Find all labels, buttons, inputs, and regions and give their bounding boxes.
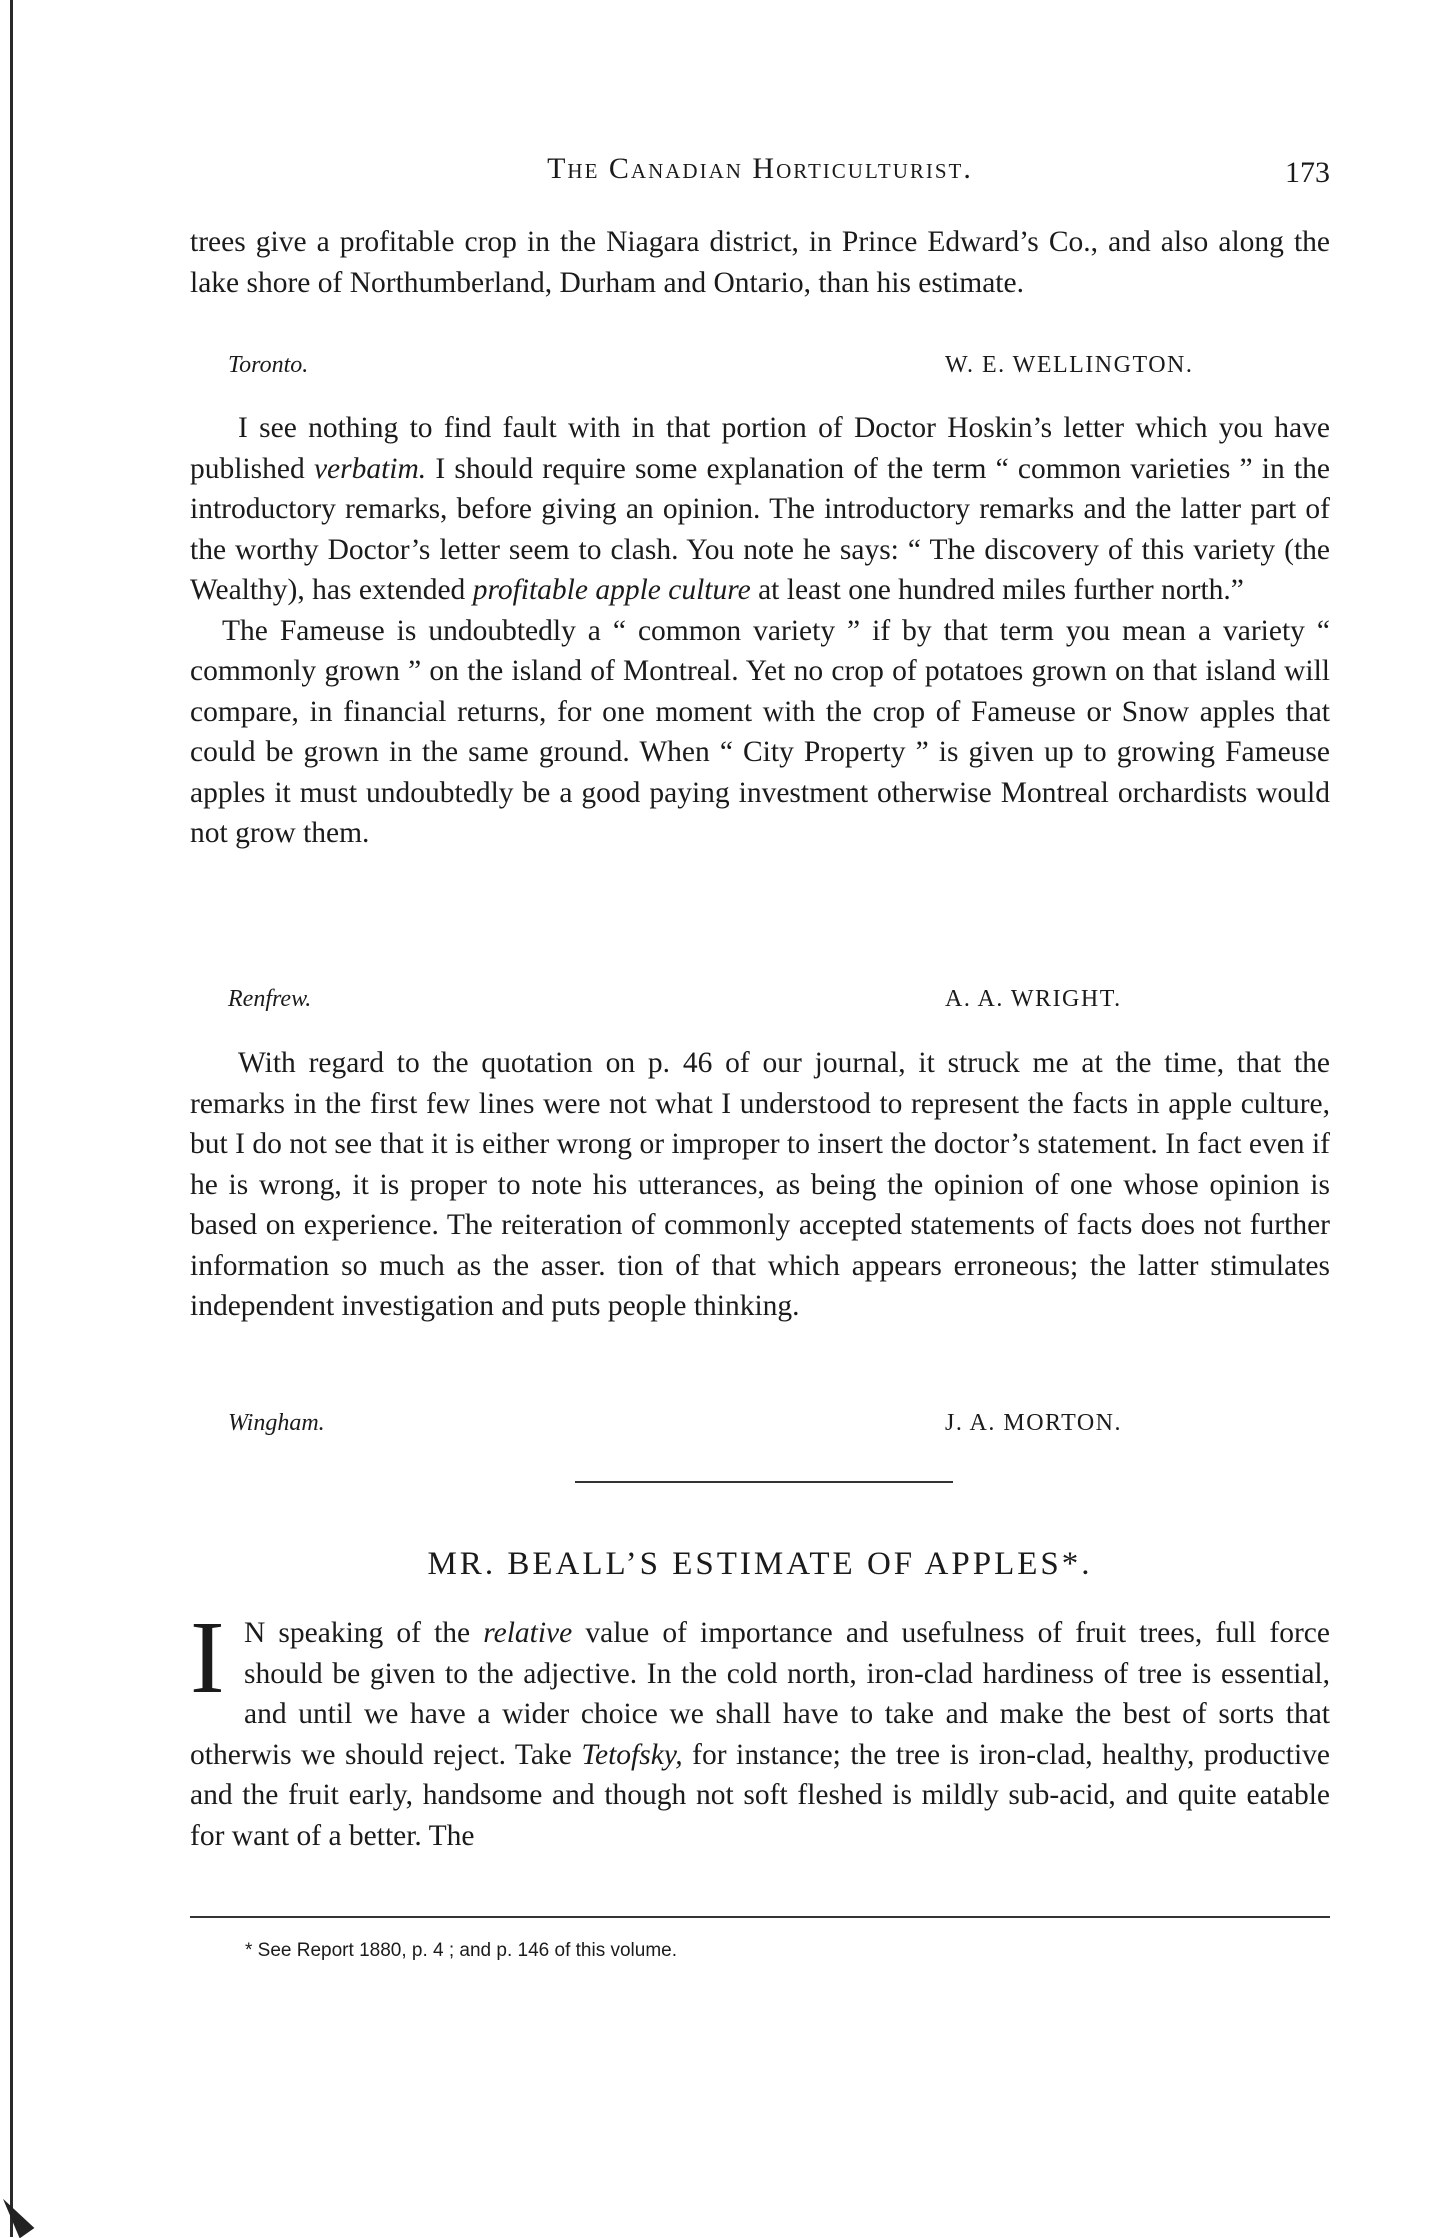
article-text bbox=[190, 1600, 1330, 1856]
italic-text: Tetofsky, bbox=[581, 1738, 683, 1771]
section-divider bbox=[575, 1481, 953, 1483]
paragraph bbox=[190, 1600, 1330, 1856]
paragraph bbox=[190, 408, 1330, 611]
paragraph: The Fameuse is undoubtedly a “ common variety ” if by that term you mean a variety “ commonly grown ” on the island of Montreal. Yet no crop of potatoes grown on that island will compare, in financial returns, for one moment with the crop of Fameuse or Snow apples that could be grown in the same ground. When “ City Property ” is given up to growing Fameuse apples it must undoubtedly be a good paying investment otherwise Montreal orchardists would not grow them. bbox=[190, 614, 1330, 849]
drop-cap: I bbox=[190, 1600, 225, 1715]
signature-name: J. A. MORTON. bbox=[945, 1410, 1122, 1436]
italic-text: relative bbox=[483, 1617, 573, 1649]
italic-text: verbatim. bbox=[313, 452, 427, 485]
paragraph: trees give a profitable crop in the Niagara district, in Prince Edward’s Co., and also along the lake shore of Northumberland, Durham and Ontario, than his estimate. bbox=[190, 226, 1330, 299]
text-run: for instance; the tree is iron-clad, healthy, productive and the fruit early, handsome and though not soft fleshed is mildly sub-acid, and quite eatable for want of a better. The bbox=[190, 1738, 1330, 1852]
signature-place: Toronto. bbox=[228, 352, 309, 378]
footnote-rule bbox=[190, 1916, 1330, 1918]
paragraph: With regard to the quotation on p. 46 of our journal, it struck me at the time, that the remarks in the first few lines were not what I understood to represent the facts in apple culture, but I do not see that it is either wrong or improper to insert the doctor’s statement. In fact even if he is wrong, it is proper to note his utterances, as being the opinion of one whose opinion is based on experience. The reiteration of commonly accepted statements of facts does not further information so much as the asser. tion of that which appears erroneous; the latter stimulates independent investigation and puts people thinking. bbox=[190, 1047, 1330, 1322]
italic-text: profitable apple culture bbox=[472, 574, 751, 606]
text-run: N speaking of the bbox=[244, 1617, 484, 1649]
page-edge-line bbox=[10, 0, 13, 2237]
page-number: 173 bbox=[1285, 156, 1330, 189]
signature-line bbox=[190, 1410, 1330, 1444]
signature-line bbox=[190, 352, 1330, 386]
signature-name: W. E. WELLINGTON. bbox=[945, 352, 1194, 378]
text-run: value of importance and usefulness of fruit trees, full force should be given to the adjective. In the cold north, iron-clad hardiness of tree is essential, and until we have a wider choice we shall have to take and make the best of sorts that otherwis we should reject. Take bbox=[190, 1617, 1330, 1771]
letter-wellington-text bbox=[190, 222, 1330, 303]
signature-name: A. A. WRIGHT. bbox=[945, 986, 1122, 1012]
footnote: * See Report 1880, p. 4 ; and p. 146 of this volume. bbox=[245, 1940, 677, 1961]
signature-place: Wingham. bbox=[228, 1410, 325, 1436]
text-run: I see nothing to find fault with in that portion of Doctor Hoskin’s letter which you have published bbox=[190, 412, 1330, 485]
letter-morton-text bbox=[190, 1043, 1330, 1327]
text-run: at least one hundred miles further north.” bbox=[750, 574, 1244, 606]
text-run: I should require some explanation of the term “ common varieties ” in the introductory remarks, before giving an opinion. The introductory remarks and the latter part of the worthy Doctor’s letter seem to clash. You note he says: “ The discovery of this variety (the Wealthy), has extended bbox=[190, 452, 1330, 606]
page-header bbox=[190, 152, 1330, 196]
running-title: The Canadian Horticulturist. bbox=[547, 152, 973, 185]
signature-place: Renfrew. bbox=[228, 986, 312, 1012]
article-heading: MR. BEALL’S ESTIMATE OF APPLES*. bbox=[427, 1546, 1093, 1582]
page-corner-mark bbox=[0, 2194, 34, 2238]
signature-line bbox=[190, 986, 1330, 1020]
letter-wright-text bbox=[190, 408, 1330, 854]
